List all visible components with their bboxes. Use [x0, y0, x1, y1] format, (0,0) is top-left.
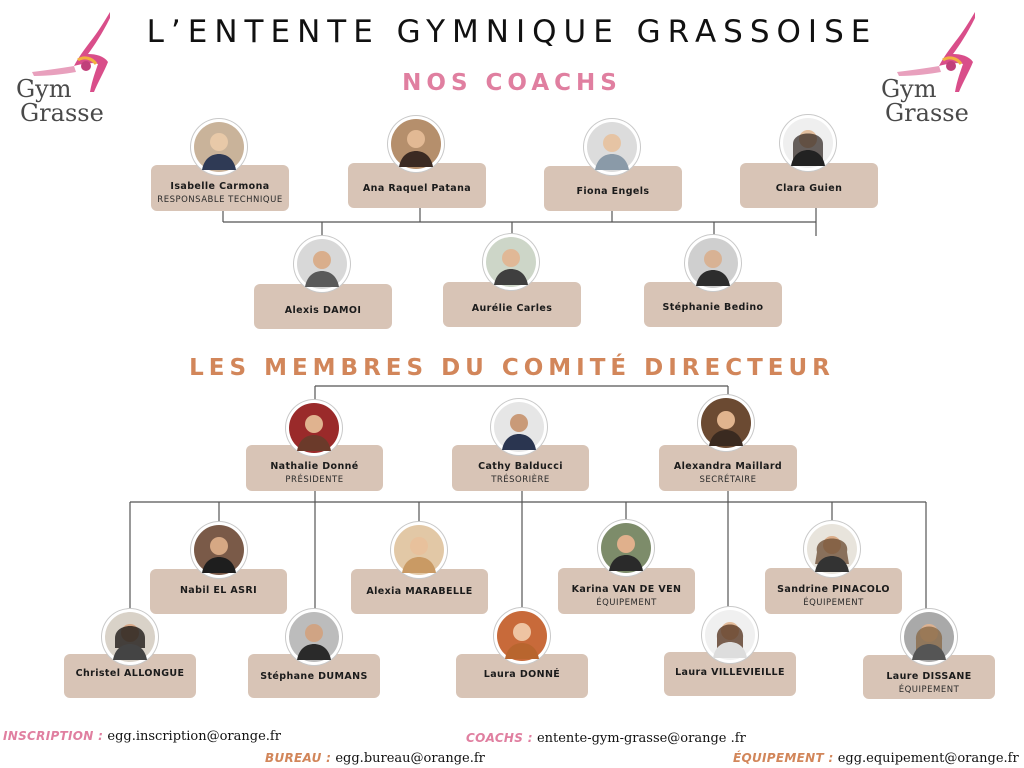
- contact-label: ÉQUIPEMENT :: [733, 751, 834, 765]
- avatar: [286, 609, 342, 665]
- person-photo-icon: [705, 610, 755, 660]
- logo-text-grasse: Grasse: [20, 99, 104, 127]
- member-name: Alexandra Maillard: [673, 461, 783, 472]
- member-name: Alexis DAMOI: [284, 305, 362, 316]
- avatar: [901, 609, 957, 665]
- member-role: ÉQUIPEMENT: [803, 598, 864, 608]
- member-name: Christel ALLONGUE: [75, 668, 185, 679]
- member-name: Laura DONNÉ: [483, 669, 561, 680]
- member-role: TRÉSORIÈRE: [491, 475, 550, 485]
- contact-inscription: [3, 729, 281, 744]
- email-link[interactable]: egg.equipement@orange.fr: [837, 751, 1019, 766]
- avatar: [698, 395, 754, 451]
- person-photo-icon: [688, 238, 738, 288]
- avatar: [780, 115, 836, 171]
- email-link[interactable]: egg.bureau@orange.fr: [335, 751, 485, 766]
- email-link[interactable]: entente-gym-grasse@orange .fr: [536, 731, 746, 746]
- logo-text-gym: Gym: [16, 75, 72, 103]
- member-role: ÉQUIPEMENT: [596, 598, 657, 608]
- member-name: Ana Raquel Patana: [362, 183, 472, 194]
- member-name: Nabil EL ASRI: [179, 585, 258, 596]
- avatar: [584, 119, 640, 175]
- member-name: Cathy Balducci: [478, 461, 563, 472]
- avatar: [598, 520, 654, 576]
- avatar: [286, 400, 342, 456]
- member-role: ÉQUIPEMENT: [898, 685, 960, 695]
- contact-equipement: [733, 751, 1019, 766]
- member-role: RESPONSABLE TECHNIQUE: [157, 195, 283, 205]
- person-photo-icon: [701, 398, 751, 448]
- avatar: [191, 522, 247, 578]
- person-photo-icon: [783, 118, 833, 168]
- person-photo-icon: [105, 612, 155, 662]
- person-photo-icon: [391, 119, 441, 169]
- avatar: [294, 236, 350, 292]
- member-role: PRÉSIDENTE: [285, 475, 344, 485]
- contact-label: INSCRIPTION :: [3, 729, 104, 743]
- avatar: [685, 235, 741, 291]
- member-name: Clara Guien: [775, 183, 843, 194]
- member-role: SECRÉTAIRE: [699, 475, 757, 485]
- avatar: [804, 521, 860, 577]
- person-photo-icon: [394, 525, 444, 575]
- person-photo-icon: [601, 523, 651, 573]
- member-name: Laure DISSANE: [886, 671, 972, 682]
- member-name: Aurélie Carles: [471, 303, 553, 314]
- member-name: Stéphanie Bedino: [662, 302, 764, 313]
- contact-coachs: [466, 731, 746, 746]
- avatar: [483, 234, 539, 290]
- comite-section-title: LES MEMBRES DU COMITÉ DIRECTEUR: [189, 355, 835, 381]
- logo-text-gym: Gym: [881, 75, 937, 103]
- member-name: Alexia MARABELLE: [366, 586, 473, 597]
- avatar: [494, 608, 550, 664]
- contact-bureau: [265, 751, 485, 766]
- member-name: Karina VAN DE VEN: [571, 584, 682, 595]
- member-name: Isabelle Carmona: [170, 181, 270, 192]
- coachs-section-title: NOS COACHS: [402, 70, 622, 96]
- member-name: Fiona Engels: [576, 186, 650, 197]
- avatar: [191, 119, 247, 175]
- avatar: [391, 522, 447, 578]
- avatar: [491, 399, 547, 455]
- avatar: [388, 116, 444, 172]
- page-title: L’ENTENTE GYMNIQUE GRASSOISE: [146, 14, 878, 50]
- member-name: Sandrine PINACOLO: [777, 584, 890, 595]
- comite-card-alexandra-maillard: [659, 445, 797, 491]
- person-photo-icon: [289, 612, 339, 662]
- person-photo-icon: [807, 524, 857, 574]
- person-photo-icon: [497, 611, 547, 661]
- member-name: Nathalie Donné: [270, 461, 359, 472]
- person-photo-icon: [289, 403, 339, 453]
- person-photo-icon: [494, 402, 544, 452]
- person-photo-icon: [194, 122, 244, 172]
- avatar: [102, 609, 158, 665]
- member-name: Stéphane DUMANS: [260, 671, 368, 682]
- member-name: Laura VILLEVIEILLE: [675, 667, 785, 678]
- email-link[interactable]: egg.inscription@orange.fr: [107, 729, 281, 744]
- contact-label: COACHS :: [466, 731, 533, 745]
- avatar: [702, 607, 758, 663]
- person-photo-icon: [297, 239, 347, 289]
- person-photo-icon: [486, 237, 536, 287]
- person-photo-icon: [194, 525, 244, 575]
- person-photo-icon: [587, 122, 637, 172]
- person-photo-icon: [904, 612, 954, 662]
- logo-text-grasse: Grasse: [885, 99, 969, 127]
- contact-label: BUREAU :: [265, 751, 332, 765]
